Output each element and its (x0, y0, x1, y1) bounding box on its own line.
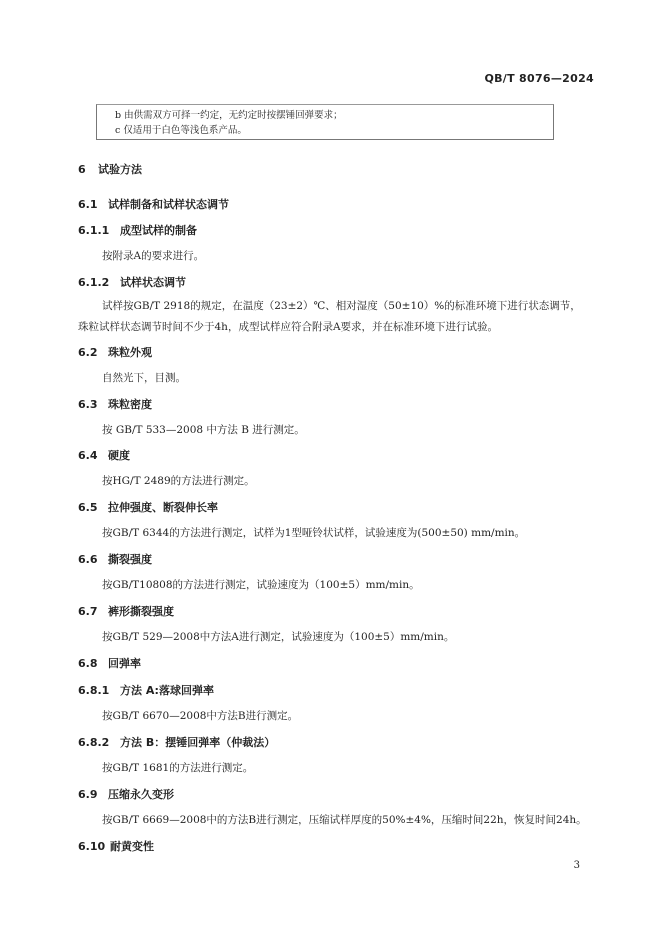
heading-6-8-number: 6.8 (78, 657, 98, 670)
heading-6-2-title: 珠粒外观 (108, 346, 152, 359)
heading-6-7-number: 6.7 (78, 605, 98, 618)
heading-6-8 (78, 655, 141, 671)
heading-6-4 (78, 447, 130, 463)
paragraph-6-8-1: 按GB/T 6670—2008中方法B进行测定。 (102, 710, 299, 722)
heading-6-8-1-title: 方法 A:落球回弹率 (120, 684, 214, 697)
heading-6-8-title: 回弹率 (108, 657, 141, 670)
heading-6-1-2 (78, 274, 186, 290)
paragraph-6-6: 按GB/T10808的方法进行测定，试验速度为（100±5）mm/min。 (102, 579, 420, 591)
heading-6 (78, 161, 142, 177)
heading-6-1-number: 6.1 (78, 198, 98, 211)
paragraph-6-9: 按GB/T 6669—2008中的方法B进行测定，压缩试样厚度的50%±4%，压缩时间22h，恢复时间24h。 (102, 814, 587, 826)
heading-6-2 (78, 344, 152, 360)
heading-6-3 (78, 396, 152, 412)
heading-6-6-title: 撕裂强度 (108, 553, 152, 566)
page-number: 3 (573, 860, 580, 871)
heading-6-4-number: 6.4 (78, 449, 98, 462)
paragraph-6-1-2: 试样按GB/T 2918的规定，在温度（23±2）℃、相对湿度（50±10）%的标准环境下进行状态调节，珠粒试样状态调节时间不少于4h，成型试样应符合附录A要求，并在标准环境下进行试验。 (78, 300, 581, 333)
heading-6-9 (78, 786, 174, 802)
heading-6-3-title: 珠粒密度 (108, 398, 152, 411)
paragraph-6-2: 自然光下，目测。 (102, 372, 186, 384)
heading-6-2-number: 6.2 (78, 346, 98, 359)
heading-6-8-1 (78, 682, 214, 698)
paragraph-6-7: 按GB/T 529—2008中方法A进行测定，试验速度为（100±5）mm/min。 (102, 631, 455, 643)
heading-6-1-2-number: 6.1.2 (78, 276, 110, 289)
heading-6-8-2-number: 6.8.2 (78, 736, 110, 749)
paragraph-6-1-1: 按附录A的要求进行。 (102, 250, 205, 262)
note-c: c 仅适用于白色等浅色系产品。 (115, 125, 247, 136)
paragraph-6-4: 按HG/T 2489的方法进行测定。 (102, 475, 255, 487)
heading-6-6-number: 6.6 (78, 553, 98, 566)
paragraph-6-8-2: 按GB/T 1681的方法进行测定。 (102, 762, 254, 774)
heading-6-1-1 (78, 222, 197, 238)
table-notes-box (96, 104, 554, 140)
heading-6-5-number: 6.5 (78, 501, 98, 514)
heading-6-6 (78, 551, 152, 567)
heading-6-9-number: 6.9 (78, 788, 98, 801)
heading-6-7 (78, 603, 174, 619)
heading-6-5 (78, 499, 218, 515)
heading-6-8-1-number: 6.8.1 (78, 684, 110, 697)
heading-6-5-title: 拉伸强度、断裂伸长率 (108, 501, 218, 514)
heading-6-7-title: 裤形撕裂强度 (108, 605, 174, 618)
paragraph-6-3: 按 GB/T 533—2008 中方法 B 进行测定。 (102, 424, 305, 436)
heading-6-1-1-title: 成型试样的制备 (120, 224, 197, 237)
heading-6-10-title: 耐黄变性 (110, 840, 154, 853)
heading-6-number: 6 (78, 163, 86, 176)
heading-6-8-2 (78, 734, 275, 750)
standard-number: QB/T 8076—2024 (484, 72, 594, 85)
heading-6-1-1-number: 6.1.1 (78, 224, 110, 237)
heading-6-9-title: 压缩永久变形 (108, 788, 174, 801)
heading-6-1-2-title: 试样状态调节 (120, 276, 186, 289)
heading-6-10 (78, 838, 154, 854)
note-b: b 由供需双方可择一约定，无约定时按摆锤回弹要求； (115, 110, 343, 121)
heading-6-title: 试验方法 (98, 163, 142, 176)
heading-6-4-title: 硬度 (108, 449, 130, 462)
heading-6-1-title: 试样制备和试样状态调节 (108, 198, 229, 211)
heading-6-1 (78, 196, 229, 212)
heading-6-10-number: 6.10 (78, 840, 106, 853)
heading-6-3-number: 6.3 (78, 398, 98, 411)
heading-6-8-2-title: 方法 B：摆锤回弹率（仲裁法） (120, 736, 276, 749)
paragraph-6-5: 按GB/T 6344的方法进行测定，试样为1型哑铃状试样，试验速度为(500±50) mm/min。 (102, 527, 526, 539)
